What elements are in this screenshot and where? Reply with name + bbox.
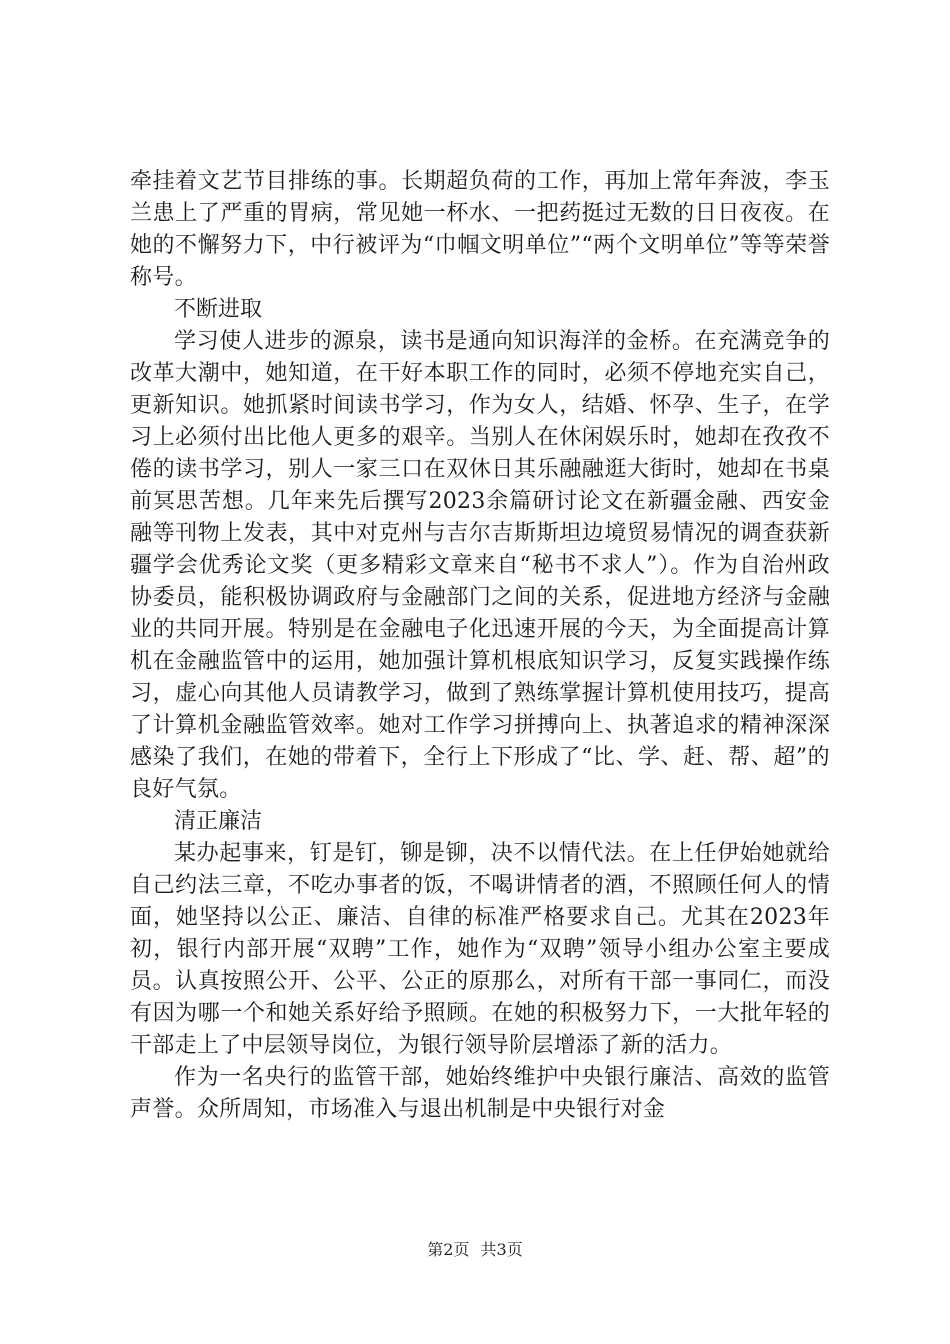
section-heading-integrity: 清正廉洁	[174, 809, 263, 834]
paragraph-progress: 学习使人进步的源泉，读书是通向知识海洋的金桥。在充满竞争的改革大潮中，她知道，在干好本职工作的同时，必须不停地充实自己，更新知识。她抓紧时间读书学习，作为女人，结婚、怀孕、生子，在学习上必须付出比他人更多的艰辛。当别人在休闲娱乐时，她却在孜孜不倦的读书学习，别人一家三口在双休日其乐融融逛大街时，她却在书桌前冥思苦想。几年来先后撰写2023余篇研讨论文在新疆金融、西安金融等刊物上发表，其中对克州与吉尔吉斯斯坦边境贸易情况的调查获新疆学会优秀论文奖（更多精彩文章来自“秘书不求人”）。作为自治州政协委员，能积极协调政府与金融部门之间的关系，促进地方经济与金融业的共同开展。特别是在金融电子化迅速开展的今天，为全面提高计算机在金融监管中的运用，她加强计算机根底知识学习，反复实践操作练习，虚心向其他人员请教学习，做到了熟练掌握计算机使用技巧，提高了计算机金融监管效率。她对工作学习拼搏向上、执著追求的精神深深感染了我们，在她的带着下，全行上下形成了“比、学、赶、帮、超”的良好气氛。	[130, 329, 830, 802]
paragraph-continued: 牵挂着文艺节目排练的事。长期超负荷的工作，再加上常年奔波，李玉兰患上了严重的胃病，常见她一杯水、一把药挺过无数的日日夜夜。在她的不懈努力下，中行被评为“巾帼文明单位”“两个文明单位”等等荣誉称号。	[130, 169, 830, 290]
page-number: 第2页	[427, 1240, 470, 1259]
paragraph-integrity: 某办起事来，钉是钉，铆是铆，决不以情代法。在上任伊始她就给自己约法三章，不吃办事者的饭，不喝讲情者的酒，不照顾任何人的情面，她坚持以公正、廉洁、自律的标准严格要求自己。尤其在2023年初，银行内部开展“双聘”工作，她作为“双聘”领导小组办公室主要成员。认真按照公开、公平、公正的原那么，对所有干部一事同仁，而没有因为哪一个和她关系好给予照顾。在她的积极努力下，一大批年轻的干部走上了中层领导岗位，为银行领导阶层增添了新的活力。	[130, 841, 830, 1058]
document-body	[130, 166, 830, 1126]
page-footer	[0, 1240, 950, 1260]
paragraph-supervision: 作为一名央行的监管干部，她始终维护中央银行廉洁、高效的监管声誉。众所周知，市场准入与退出机制是中央银行对金	[130, 1065, 830, 1122]
page-total: 共3页	[480, 1240, 523, 1259]
section-heading-progress: 不断进取	[174, 297, 263, 322]
